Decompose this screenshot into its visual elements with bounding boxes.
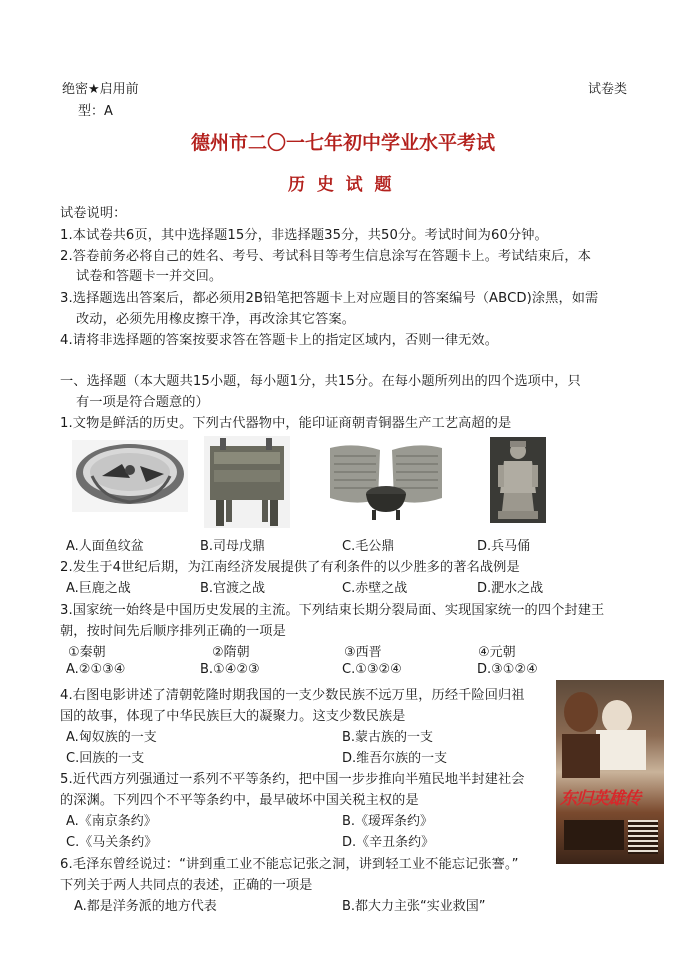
instruction-item: 4.请将非选择题的答案按要求答在答题卡上的指定区域内，否则一律无效。 [60,333,498,348]
q2-option-d[interactable]: D.淝水之战 [477,581,544,596]
section-heading-cont: 有一项是符合题意的） [76,395,209,410]
simuwu-ding-image [204,436,290,528]
q4-option-a[interactable]: A.匈奴族的一支 [66,730,157,745]
q4-option-b[interactable]: B.蒙古族的一支 [342,730,434,745]
q4-option-c[interactable]: C.回族的一支 [66,751,145,766]
poster-title: 东归英雄传 [560,789,640,809]
q5-stem-cont: 的深渊。下列四个不平等条约中，最早破坏中国关税主权的是 [60,793,419,808]
maogong-ding-image [324,440,448,522]
q1-option-a[interactable]: A.人面鱼纹盆 [66,539,144,554]
instruction-item: 改动，必须先用橡皮擦干净，再改涂其它答案。 [76,312,356,327]
section-heading: 一、选择题（本大题共15小题，每小题1分，共15分。在每小题所列出的四个选项中，只 [60,374,581,389]
q3-item: ③西晋 [344,645,382,660]
q5-option-d[interactable]: D.《辛丑条约》 [342,835,435,850]
paper-type-label: 试卷类 [588,82,628,97]
q3-option-d[interactable]: D.③①②④ [477,662,538,677]
q2-option-a[interactable]: A.巨鹿之战 [66,581,131,596]
q3-option-c[interactable]: C.①③②④ [342,662,402,677]
fish-basin-image [72,440,188,512]
instruction-item: 2.答卷前务必将自己的姓名、考号、考试科目等考生信息涂写在答题卡上。考试结束后，本 [60,249,591,264]
terracotta-warrior-image [490,437,546,523]
q3-stem: 3.国家统一始终是中国历史发展的主流。下列结束长期分裂局面、实现国家统一的四个封建王 [60,603,605,618]
q2-option-b[interactable]: B.官渡之战 [200,581,266,596]
paper-type-cont: 型：A [78,104,113,119]
q3-item: ②隋朝 [212,645,250,660]
q3-item: ④元朝 [478,645,516,660]
q2-option-c[interactable]: C.赤壁之战 [342,581,408,596]
instruction-item: 1.本试卷共6页，其中选择题15分，非选择题35分，共50分。考试时间为60分钟。 [60,228,548,243]
q6-option-a[interactable]: A.都是洋务派的地方代表 [74,899,217,914]
instruction-item: 3.选择题选出答案后，都必须用2B铅笔把答题卡上对应题目的答案编号（ABCD)涂黑，如需 [60,291,599,306]
subject-title: 历 史 试 题 [288,175,392,195]
q6-stem: 6.毛泽东曾经说过：“讲到重工业不能忘记张之洞，讲到轻工业不能忘记张謇。” [60,857,519,872]
q1-option-b[interactable]: B.司母戊鼎 [200,539,266,554]
q1-stem: 1.文物是鲜活的历史。下列古代器物中，能印证商朝青铜器生产工艺高超的是 [60,416,512,431]
q3-option-b[interactable]: B.①④②③ [200,662,260,677]
instructions-heading: 试卷说明： [60,206,127,221]
q4-stem-cont: 国的故事，体现了中华民族巨大的凝聚力。这支少数民族是 [60,709,406,724]
q5-stem: 5.近代西方列强通过一系列不平等条约，把中国一步步推向半殖民地半封建社会 [60,772,525,787]
q3-stem-cont: 朝，按时间先后顺序排列正确的一项是 [60,624,286,639]
q5-option-a[interactable]: A.《南京条约》 [66,814,157,829]
q3-option-a[interactable]: A.②①③④ [66,662,126,677]
movie-poster-image [556,680,664,864]
q1-option-d[interactable]: D.兵马俑 [477,539,531,554]
q3-item: ①秦朝 [68,645,106,660]
q6-option-b[interactable]: B.都大力主张“实业救国” [342,899,486,914]
q1-option-c[interactable]: C.毛公鼎 [342,539,395,554]
q2-stem: 2.发生于4世纪后期，为江南经济发展提供了有利条件的以少胜多的著名战例是 [60,560,520,575]
secret-label: 绝密★启用前 [62,82,139,97]
q4-stem: 4.右图电影讲述了清朝乾隆时期我国的一支少数民族不远万里，历经千险回归祖 [60,688,525,703]
q4-option-d[interactable]: D.维吾尔族的一支 [342,751,448,766]
q5-option-b[interactable]: B.《瑷珲条约》 [342,814,434,829]
instruction-item: 试卷和答题卡一并交回。 [76,269,223,284]
exam-title: 德州市二〇一七年初中学业水平考试 [191,132,496,154]
q5-option-c[interactable]: C.《马关条约》 [66,835,158,850]
q6-stem-cont: 下列关于两人共同点的表述，正确的一项是 [60,878,313,893]
